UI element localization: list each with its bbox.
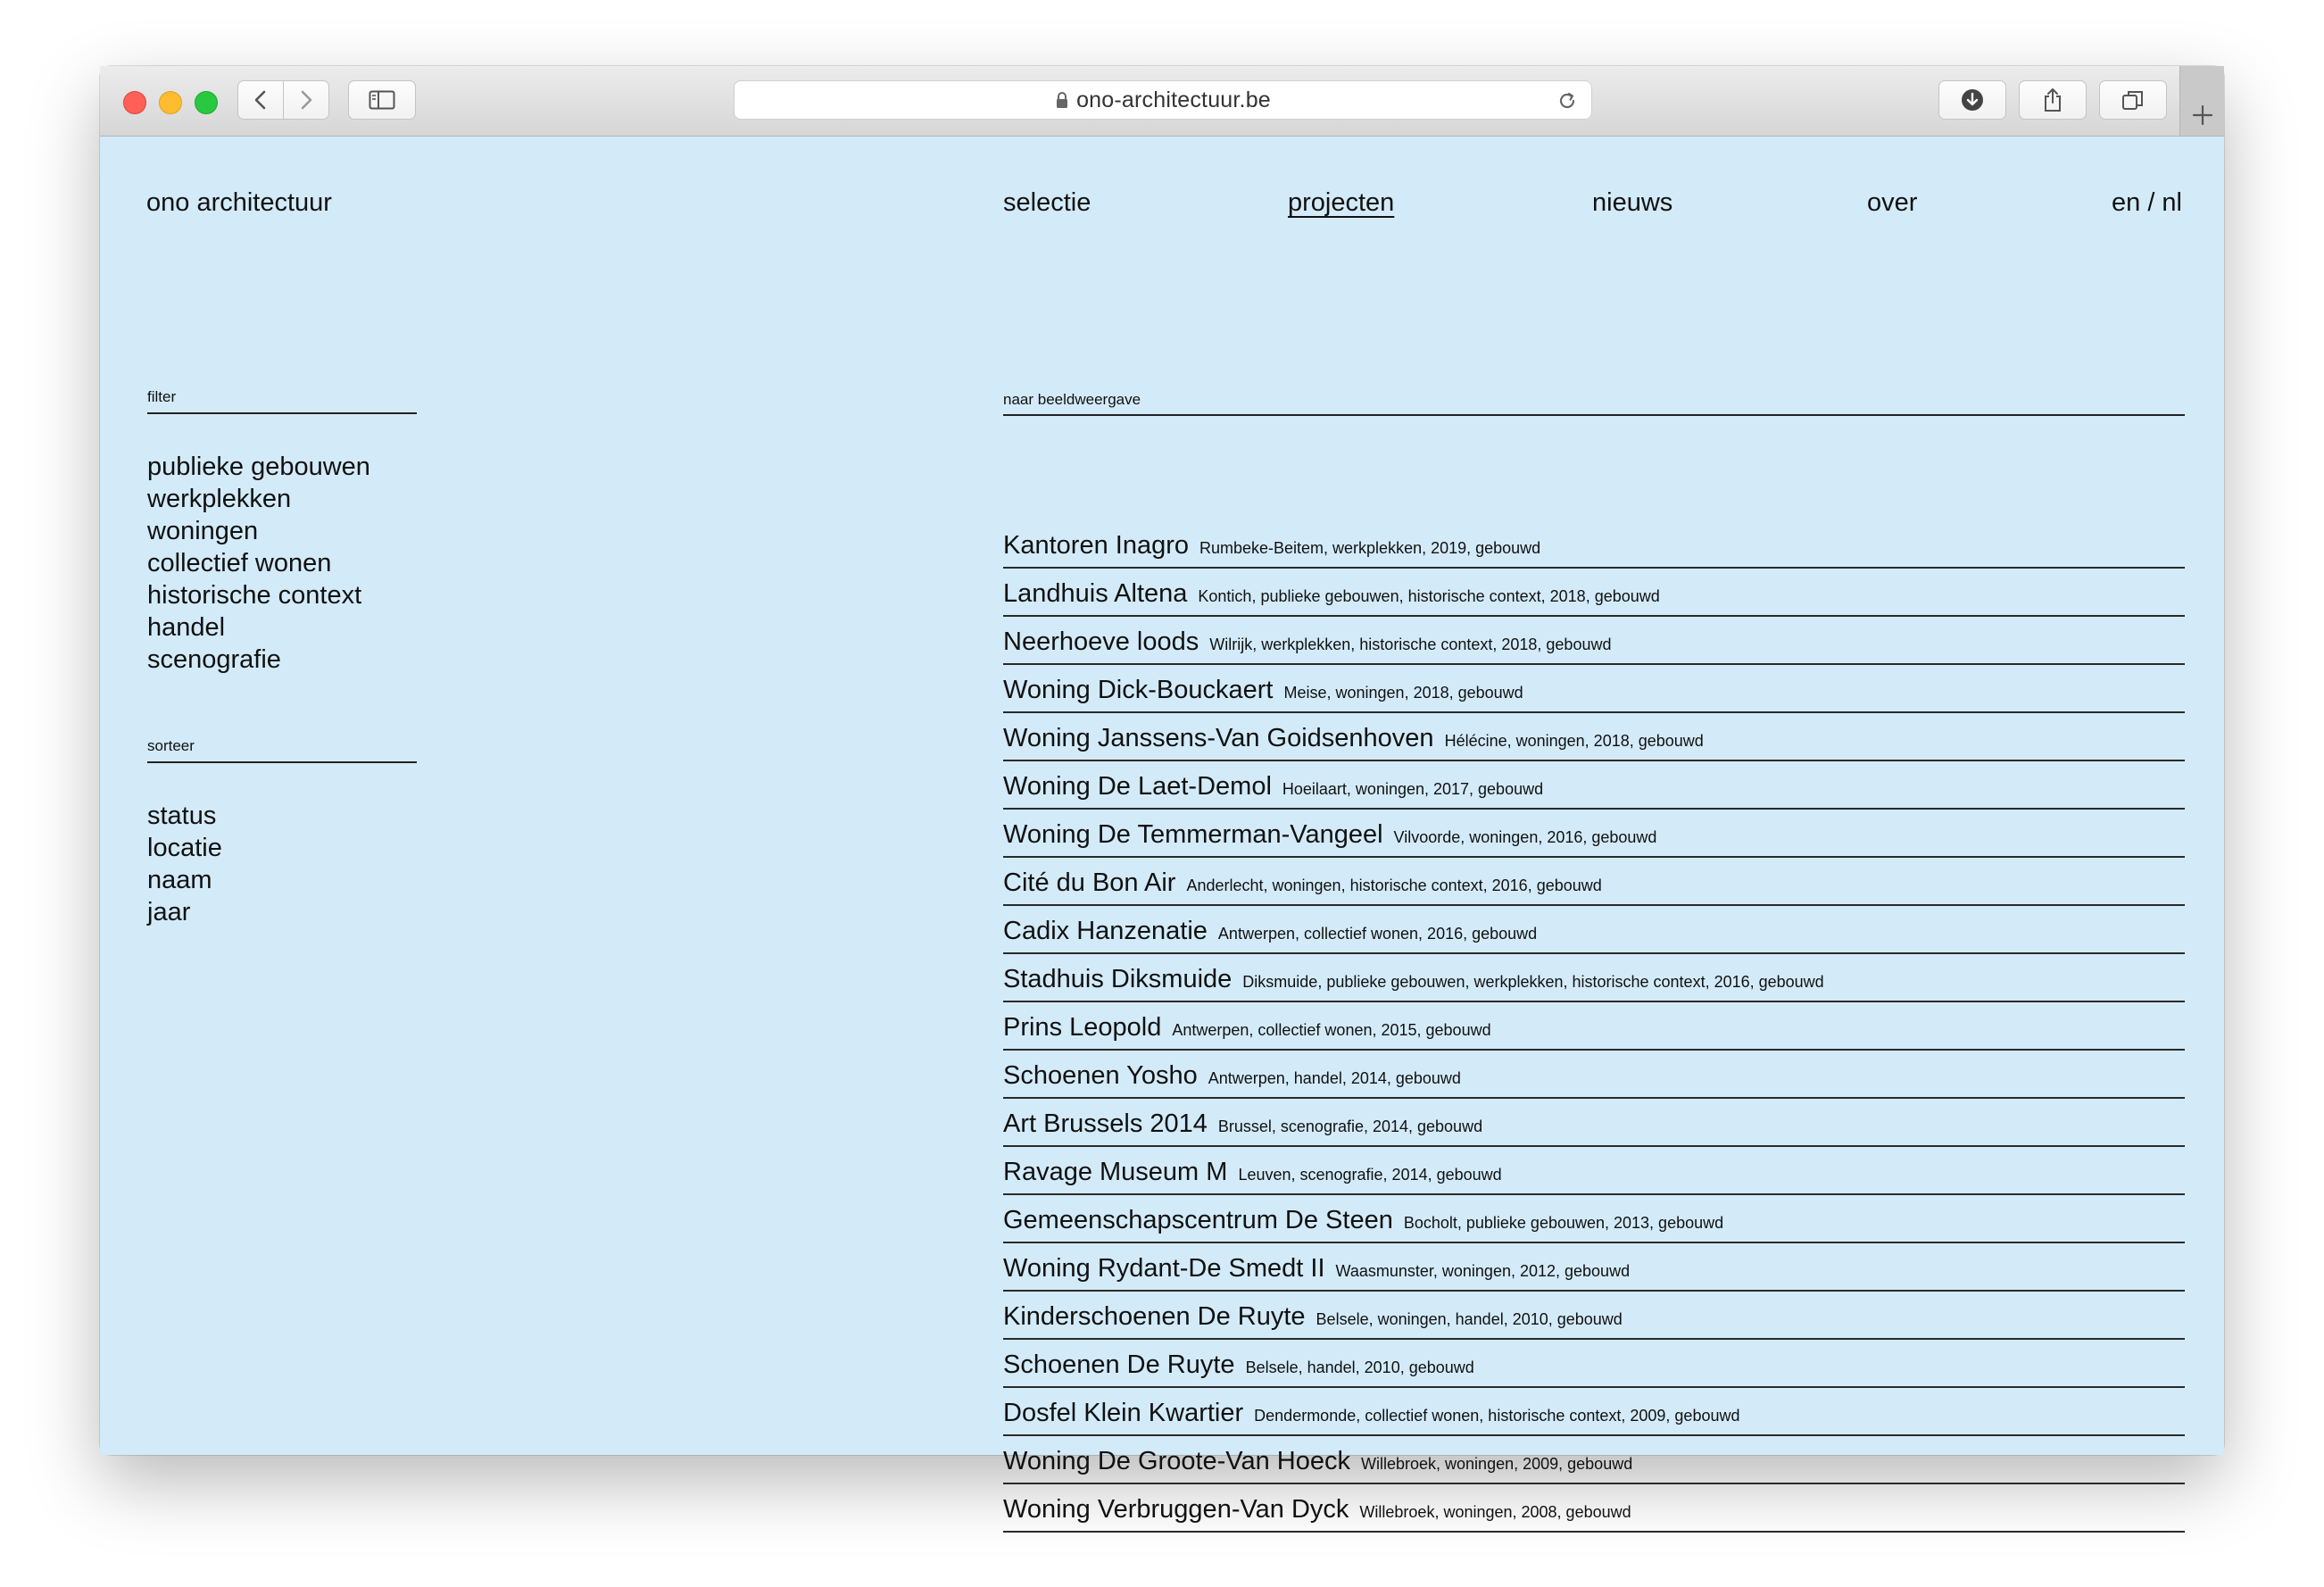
project-meta: Kontich, publieke gebouwen, historische context, 2018, gebouwd (1198, 587, 1660, 605)
sort-option[interactable]: naam (147, 866, 212, 894)
filter-list (147, 451, 370, 676)
project-meta: Dendermonde, collectief wonen, historische context, 2009, gebouwd (1254, 1407, 1740, 1425)
project-row[interactable] (1003, 858, 2185, 906)
project-meta: Willebroek, woningen, 2008, gebouwd (1359, 1503, 1631, 1521)
filter-option[interactable]: scenografie (147, 645, 281, 674)
close-window-button[interactable] (123, 91, 146, 114)
project-meta: Brussel, scenografie, 2014, gebouwd (1217, 1118, 1483, 1135)
filter-divider (147, 412, 417, 414)
zoom-window-button[interactable] (195, 91, 218, 114)
browser-window (100, 66, 2224, 1524)
project-name[interactable]: Kinderschoenen De Ruyte (1003, 1302, 1306, 1331)
project-name[interactable]: Neerhoeve loods (1003, 627, 1199, 656)
project-name[interactable]: Schoenen Yosho (1003, 1061, 1198, 1090)
project-meta: Vilvoorde, woningen, 2016, gebouwd (1393, 828, 1657, 846)
filter-option[interactable]: publieke gebouwen (147, 453, 370, 481)
browser-toolbar (100, 66, 2224, 137)
sidebar-icon (369, 90, 395, 110)
downloads-button[interactable] (1938, 80, 2006, 120)
project-name[interactable]: Stadhuis Diksmuide (1003, 965, 1233, 993)
project-row[interactable] (1003, 1002, 2185, 1051)
project-name[interactable]: Woning Dick-Bouckaert (1003, 676, 1274, 704)
plus-icon (2191, 104, 2214, 127)
project-row[interactable] (1003, 906, 2185, 954)
project-meta: Waasmunster, woningen, 2012, gebouwd (1335, 1262, 1631, 1280)
projects-divider (1003, 414, 2185, 416)
project-name[interactable]: Woning Rydant-De Smedt II (1003, 1254, 1325, 1283)
chevron-right-icon (297, 89, 315, 111)
project-row[interactable] (1003, 1147, 2185, 1195)
nav-over[interactable]: over (1867, 188, 1918, 217)
project-meta: Bocholt, publieke gebouwen, 2013, gebouwd (1403, 1214, 1724, 1232)
reload-icon[interactable] (1556, 89, 1579, 117)
page-content (100, 137, 2224, 1524)
project-name[interactable]: Ravage Museum M (1003, 1158, 1228, 1186)
project-row[interactable] (1003, 1243, 2185, 1292)
project-meta: Leuven, scenografie, 2014, gebouwd (1238, 1166, 1502, 1184)
project-row[interactable] (1003, 713, 2185, 761)
project-meta: Belsele, handel, 2010, gebouwd (1245, 1359, 1474, 1376)
project-row[interactable] (1003, 810, 2185, 858)
minimize-window-button[interactable] (159, 91, 182, 114)
nav-selectie[interactable]: selectie (1003, 188, 1091, 217)
project-name[interactable]: Schoenen De Ruyte (1003, 1350, 1235, 1379)
project-row[interactable] (1003, 617, 2185, 665)
filter-label: filter (147, 388, 177, 405)
project-meta: Hoeilaart, woningen, 2017, gebouwd (1282, 780, 1544, 798)
project-row[interactable] (1003, 665, 2185, 713)
project-name[interactable]: Dosfel Klein Kwartier (1003, 1399, 1244, 1427)
project-row[interactable] (1003, 1195, 2185, 1243)
filter-option[interactable]: woningen (147, 517, 259, 545)
project-meta: Diksmuide, publieke gebouwen, werkplekken, historische context, 2016, gebouwd (1242, 973, 1824, 991)
project-meta: Antwerpen, collectief wonen, 2015, gebouwd (1172, 1021, 1491, 1039)
project-meta: Hélécine, woningen, 2018, gebouwd (1444, 732, 1704, 750)
project-row[interactable] (1003, 761, 2185, 810)
project-name[interactable]: Kantoren Inagro (1003, 531, 1189, 560)
sort-list (147, 800, 222, 928)
sidebar-toggle-button[interactable] (348, 80, 416, 120)
address-bar[interactable] (734, 80, 1592, 120)
back-button[interactable] (237, 80, 284, 120)
forward-button[interactable] (283, 80, 329, 120)
nav-nieuws[interactable]: nieuws (1592, 188, 1673, 217)
project-meta: Wilrijk, werkplekken, historische context, 2018, gebouwd (1209, 636, 1612, 653)
filter-option[interactable]: collectief wonen (147, 549, 332, 577)
url-text: ono-architectuur.be (1076, 87, 1271, 112)
project-name[interactable]: Prins Leopold (1003, 1013, 1162, 1042)
tabs-icon (2121, 88, 2146, 112)
project-row[interactable] (1003, 520, 2185, 569)
sort-option[interactable]: locatie (147, 834, 222, 862)
filter-option[interactable]: historische context (147, 581, 362, 610)
project-meta: Belsele, woningen, handel, 2010, gebouwd (1316, 1310, 1623, 1328)
project-meta: Antwerpen, collectief wonen, 2016, gebouwd (1217, 925, 1538, 943)
project-name[interactable]: Cadix Hanzenatie (1003, 917, 1208, 945)
tabs-overview-button[interactable] (2099, 80, 2167, 120)
project-name[interactable]: Woning Janssens-Van Goidsenhoven (1003, 724, 1434, 752)
chevron-left-icon (252, 89, 270, 111)
project-row[interactable] (1003, 954, 2185, 1002)
project-row[interactable] (1003, 1484, 2185, 1533)
project-name[interactable]: Landhuis Altena (1003, 579, 1188, 608)
project-meta: Willebroek, woningen, 2009, gebouwd (1361, 1455, 1633, 1473)
project-name[interactable]: Woning De Groote-Van Hoeck (1003, 1447, 1351, 1475)
project-meta: Meise, woningen, 2018, gebouwd (1283, 684, 1523, 702)
sort-divider (147, 761, 417, 763)
nav-projecten[interactable]: projecten (1288, 188, 1395, 217)
share-icon (2041, 87, 2064, 113)
new-tab-button[interactable] (2179, 66, 2224, 136)
project-row[interactable] (1003, 1388, 2185, 1436)
project-name[interactable]: Cité du Bon Air (1003, 868, 1176, 897)
project-row[interactable] (1003, 569, 2185, 617)
sort-option[interactable]: status (147, 802, 217, 830)
project-list (1003, 520, 2185, 1533)
sort-label: sorteer (147, 737, 195, 754)
lock-icon (1055, 91, 1069, 109)
project-meta: Rumbeke-Beitem, werkplekken, 2019, gebouwd (1199, 539, 1541, 557)
project-row[interactable] (1003, 1292, 2185, 1340)
project-name[interactable]: Woning De Laet-Demol (1003, 772, 1272, 801)
filter-option[interactable]: handel (147, 613, 226, 642)
project-row[interactable] (1003, 1436, 2185, 1484)
project-meta: Antwerpen, handel, 2014, gebouwd (1208, 1069, 1461, 1087)
project-name[interactable]: Art Brussels 2014 (1003, 1109, 1208, 1138)
project-name[interactable]: Woning Verbruggen-Van Dyck (1003, 1495, 1349, 1524)
project-row[interactable] (1003, 1051, 2185, 1099)
download-icon (1960, 87, 1985, 112)
sort-option[interactable]: jaar (147, 898, 191, 926)
project-row[interactable] (1003, 1340, 2185, 1388)
site-logo[interactable]: ono architectuur (146, 188, 332, 217)
language-switch[interactable]: en / nl (2112, 188, 2182, 217)
share-button[interactable] (2019, 80, 2087, 120)
project-row[interactable] (1003, 1099, 2185, 1147)
project-name[interactable]: Gemeenschapscentrum De Steen (1003, 1206, 1393, 1234)
filter-option[interactable]: werkplekken (147, 485, 292, 513)
project-name[interactable]: Woning De Temmerman-Vangeel (1003, 820, 1383, 849)
image-view-link[interactable]: naar beeldweergave (1003, 391, 1141, 408)
project-meta: Anderlecht, woningen, historische context, 2016, gebouwd (1186, 877, 1602, 894)
